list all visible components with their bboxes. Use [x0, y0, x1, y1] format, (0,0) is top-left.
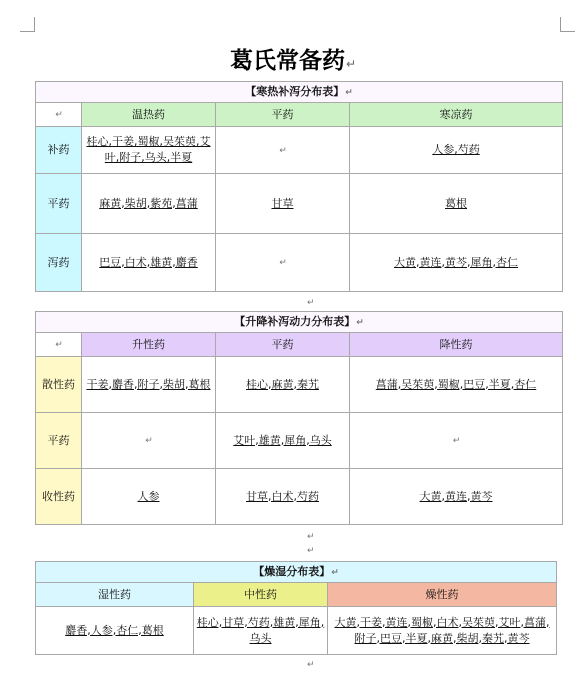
table2-cell: 大黄,黄连,黄芩: [350, 469, 563, 525]
table2-row-label: 散性药: [36, 357, 82, 413]
table1-col-header: 温热药: [82, 103, 216, 127]
table3-caption: 【燥湿分布表】↵: [36, 562, 557, 583]
table2-cell: 艾叶,雄黄,犀角,乌头: [216, 413, 350, 469]
table1-row-label: 泻药: [36, 234, 82, 292]
table2-cell: 人参: [82, 469, 216, 525]
table2-cell: ↵: [82, 413, 216, 469]
table3-cell: 麝香,人参,杏仁,葛根: [36, 607, 194, 655]
table-row: [36, 174, 563, 234]
table3-col-header: 湿性药: [36, 583, 194, 607]
table3-cell: 桂心,甘草,芍药,雄黄,犀角,乌头: [194, 607, 328, 655]
paragraph-mark: ↵: [345, 57, 357, 71]
page-title-text: 葛氏常备药: [229, 48, 345, 74]
table-row: [36, 607, 557, 655]
table3-col-header: 燥性药: [328, 583, 557, 607]
table2-col-header: 降性药: [350, 333, 563, 357]
table2-cell: 桂心,麻黄,秦艽: [216, 357, 350, 413]
table2-row-label: 收性药: [36, 469, 82, 525]
table2-cell: ↵: [350, 413, 563, 469]
table1-cell: ↵: [216, 127, 350, 174]
table1-cell: ↵: [216, 234, 350, 292]
table1-row-label: 平药: [36, 174, 82, 234]
rise-fall-table: [35, 311, 563, 525]
table2-corner: ↵: [36, 333, 82, 357]
table2-cell: 菖蒲,吴茱萸,蜀椒,巴豆,半夏,杏仁: [350, 357, 563, 413]
paragraph-mark: ↵: [307, 298, 315, 308]
crop-mark-top-right: [560, 17, 575, 32]
table2-col-header: 升性药: [82, 333, 216, 357]
table2-row-label: 平药: [36, 413, 82, 469]
table1-cell: 甘草: [216, 174, 350, 234]
table1-col-header: 寒凉药: [350, 103, 563, 127]
table1-caption: 【寒热补泻分布表】↵: [36, 82, 563, 103]
table1-cell: 人参,芍药: [350, 127, 563, 174]
paragraph-mark: ↵: [307, 660, 315, 670]
page-title: [0, 42, 586, 75]
table1-cell: 葛根: [350, 174, 563, 234]
table-row: [36, 469, 563, 525]
table-row: [36, 234, 563, 292]
table2-col-header: 平药: [216, 333, 350, 357]
paragraph-mark: ↵: [307, 532, 315, 542]
dry-wet-table: [35, 561, 557, 655]
table1-cell: 大黄,黄连,黄芩,犀角,杏仁: [350, 234, 563, 292]
cold-hot-table: [35, 81, 563, 292]
table1-col-header: 平药: [216, 103, 350, 127]
table1-cell: 桂心,干姜,蜀椒,吴茱萸,艾叶,附子,乌头,半夏: [82, 127, 216, 174]
table-row: [36, 357, 563, 413]
table3-cell: 大黄,干姜,黄连,蜀椒,白术,吴茱萸,艾叶,菖蒲,附子,巴豆,半夏,麻黄,柴胡,秦艽,黄芩: [328, 607, 557, 655]
table-row: [36, 127, 563, 174]
table-row: [36, 413, 563, 469]
table1-cell: 麻黄,柴胡,紫苑,菖蒲: [82, 174, 216, 234]
table2-caption: 【升降补泻动力分布表】↵: [36, 312, 563, 333]
table1-corner: ↵: [36, 103, 82, 127]
table2-cell: 甘草,白术,芍药: [216, 469, 350, 525]
table3-col-header: 中性药: [194, 583, 328, 607]
crop-mark-top-left: [20, 17, 35, 32]
table2-cell: 干姜,麝香,附子,柴胡,葛根: [82, 357, 216, 413]
table1-row-label: 补药: [36, 127, 82, 174]
paragraph-mark: ↵: [307, 546, 315, 556]
table1-cell: 巴豆,白术,雄黄,麝香: [82, 234, 216, 292]
